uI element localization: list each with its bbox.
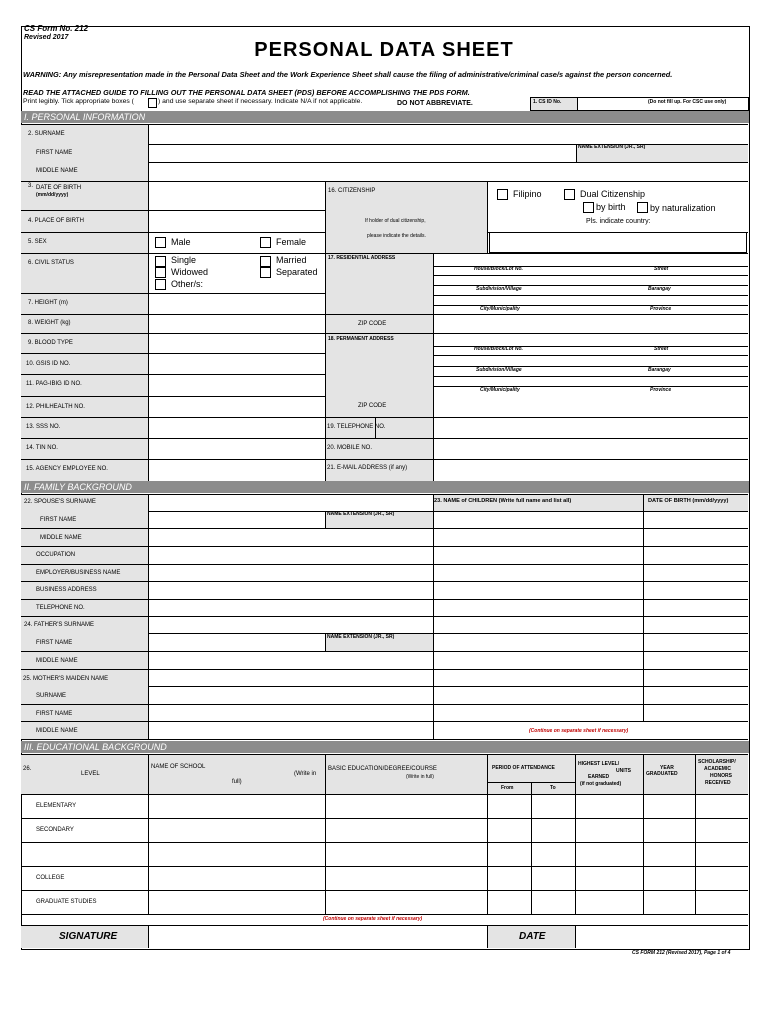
honors-header-2: ACADEMIC bbox=[704, 766, 731, 772]
family-continue-note: (Continue on separate sheet if necessary) bbox=[529, 728, 629, 734]
perm-house-label: House/Block/Lot No. bbox=[474, 346, 523, 352]
mobile-label: 20. MOBILE NO. bbox=[327, 445, 373, 451]
spouse-first-name-label: FIRST NAME bbox=[40, 517, 77, 523]
no-abbreviate-note: DO NOT ABBREVIATE. bbox=[397, 100, 473, 107]
res-city-label: City/Municipality bbox=[480, 306, 520, 312]
guide-text: READ THE ATTACHED GUIDE TO FILLING OUT THE PERSONAL DATA SHEET (PDS) BEFORE ACCOMPLISHING THE PDS FORM. bbox=[23, 88, 470, 97]
print-instruction-b: ) and use separate sheet if necessary. Indicate N/A if not applicable. bbox=[158, 98, 363, 105]
secondary-label: SECONDARY bbox=[36, 827, 74, 833]
perm-city-label: City/Municipality bbox=[480, 387, 520, 393]
dual-note-1: If holder of dual citizenship, bbox=[365, 218, 426, 224]
date-field[interactable] bbox=[576, 926, 746, 946]
from-header: From bbox=[501, 785, 514, 791]
elementary-label: ELEMENTARY bbox=[36, 803, 77, 809]
employer-label: EMPLOYER/BUSINESS NAME bbox=[36, 570, 121, 576]
mother-surname-label: SURNAME bbox=[36, 693, 67, 699]
mother-first-name-label: FIRST NAME bbox=[36, 711, 73, 717]
form-revision: Revised 2017 bbox=[24, 34, 69, 41]
course-full-note: (Write in full) bbox=[406, 774, 434, 780]
highest-header-2: UNITS bbox=[616, 768, 631, 774]
honors-header-4: RECEIVED bbox=[705, 780, 731, 786]
male-checkbox[interactable] bbox=[155, 237, 166, 248]
father-name-extension-label: NAME EXTENSION (JR., SR) bbox=[327, 634, 395, 640]
date-label: DATE bbox=[519, 931, 546, 942]
pagibig-label: 11. PAG-IBIG ID NO. bbox=[26, 381, 82, 387]
honors-header-1: SCHOLARSHIP/ bbox=[698, 759, 736, 765]
cs-id-label: 1. CS ID No. bbox=[533, 99, 562, 105]
tin-label: 14. TIN NO. bbox=[26, 445, 58, 451]
telephone-label: 19. TELEPHONE NO. bbox=[327, 424, 386, 430]
married-checkbox[interactable] bbox=[260, 256, 271, 267]
perm-zip-label: ZIP CODE bbox=[358, 403, 387, 409]
by-birth-checkbox[interactable] bbox=[583, 202, 594, 213]
write-in-full-note: full) bbox=[232, 779, 242, 785]
spouse-telephone-label: TELEPHONE NO. bbox=[36, 605, 85, 611]
sss-label: 13. SSS NO. bbox=[26, 424, 61, 430]
write-in-note: (Write in bbox=[294, 771, 317, 777]
highest-header-3: EARNED bbox=[588, 774, 610, 780]
section-educational-background: III. EDUCATIONAL BACKGROUND bbox=[21, 741, 749, 753]
father-first-name-label: FIRST NAME bbox=[36, 640, 73, 646]
form-number: CS Form No. 212 bbox=[24, 24, 89, 33]
section-family-background: II. FAMILY BACKGROUND bbox=[21, 481, 749, 493]
children-label: 23. NAME of CHILDREN (Write full name and list all) bbox=[434, 498, 572, 504]
blood-type-label: 9. BLOOD TYPE bbox=[28, 340, 73, 346]
dob-label: DATE OF BIRTH bbox=[36, 185, 82, 191]
by-naturalization-label: by naturalization bbox=[650, 203, 716, 213]
female-label: Female bbox=[276, 237, 307, 247]
highest-header-1: HIGHEST LEVEL/ bbox=[578, 761, 620, 767]
single-checkbox[interactable] bbox=[155, 256, 166, 267]
philhealth-label: 12. PHILHEALTH NO. bbox=[26, 404, 85, 410]
female-checkbox[interactable] bbox=[260, 237, 271, 248]
married-label: Married bbox=[276, 255, 307, 265]
dual-citizenship-label: Dual Citizenship bbox=[580, 189, 646, 199]
spouse-middle-name-label: MIDDLE NAME bbox=[40, 535, 82, 541]
others-label: Other/s: bbox=[171, 279, 204, 289]
father-middle-name-label: MIDDLE NAME bbox=[36, 658, 78, 664]
warning-text: WARNING: Any misrepresentation made in the Personal Data Sheet and the Work Experience Sheet shall cause the filing of administrative/criminal case/s against the person concerned. bbox=[23, 70, 673, 79]
father-surname-label: 24. FATHER'S SURNAME bbox=[24, 622, 95, 628]
mother-maiden-name-label: 25. MOTHER'S MAIDEN NAME bbox=[23, 676, 109, 682]
level-header: LEVEL bbox=[81, 771, 100, 777]
res-street-label: Street bbox=[654, 266, 669, 272]
graduate-studies-label: GRADUATE STUDIES bbox=[36, 899, 97, 905]
permanent-address-label: 18. PERMANENT ADDRESS bbox=[328, 336, 394, 342]
to-header: To bbox=[550, 785, 556, 791]
res-barangay-label: Barangay bbox=[648, 286, 671, 292]
signature-field[interactable] bbox=[149, 926, 485, 946]
surname-field[interactable] bbox=[149, 125, 746, 143]
section-personal-information: I. PERSONAL INFORMATION bbox=[21, 111, 749, 123]
page-footer: CS FORM 212 (Revised 2017), Page 1 of 4 bbox=[632, 950, 731, 956]
college-label: COLLEGE bbox=[36, 875, 65, 881]
widowed-checkbox[interactable] bbox=[155, 267, 166, 278]
sex-label: 5. SEX bbox=[28, 239, 47, 245]
period-header: PERIOD OF ATTENDANCE bbox=[492, 765, 555, 771]
edu-number: 26. bbox=[23, 766, 32, 772]
honors-header-3: HONORS bbox=[710, 773, 732, 779]
school-header: NAME OF SCHOOL bbox=[151, 764, 206, 770]
res-province-label: Province bbox=[650, 306, 672, 312]
gsis-label: 10. GSIS ID NO. bbox=[26, 361, 71, 367]
occupation-label: OCCUPATION bbox=[36, 552, 76, 558]
separated-label: Separated bbox=[276, 267, 318, 277]
surname-label: 2. SURNAME bbox=[28, 131, 65, 137]
dob-number: 3. bbox=[28, 183, 34, 189]
by-naturalization-checkbox[interactable] bbox=[637, 202, 648, 213]
height-label: 7. HEIGHT (m) bbox=[28, 300, 68, 306]
perm-province-label: Province bbox=[650, 387, 672, 393]
signature-label: SIGNATURE bbox=[59, 931, 118, 942]
weight-label: 8. WEIGHT (kg) bbox=[28, 320, 71, 326]
dual-citizenship-checkbox[interactable] bbox=[564, 189, 575, 200]
filipino-checkbox[interactable] bbox=[497, 189, 508, 200]
civil-status-label: 6. CIVIL STATUS bbox=[28, 260, 74, 266]
print-instruction-a: Print legibly. Tick appropriate boxes ( bbox=[23, 98, 134, 105]
pob-label: 4. PLACE OF BIRTH bbox=[28, 218, 84, 224]
residential-address-label: 17. RESIDENTIAL ADDRESS bbox=[328, 255, 396, 261]
perm-barangay-label: Barangay bbox=[648, 367, 671, 373]
perm-street-label: Street bbox=[654, 346, 669, 352]
dob-format: (mm/dd/yyyy) bbox=[36, 192, 69, 198]
country-label: Pls. indicate country: bbox=[586, 218, 651, 225]
email-label: 21. E-MAIL ADDRESS (if any) bbox=[327, 465, 408, 471]
csc-use-note: (Do not fill up. For CSC use only) bbox=[648, 99, 727, 105]
highest-header-4: (if not graduated) bbox=[580, 781, 622, 787]
others-checkbox[interactable] bbox=[155, 279, 166, 290]
name-extension-label: NAME EXTENSION (JR., SR) bbox=[578, 144, 646, 150]
course-header: BASIC EDUCATION/DEGREE/COURSE bbox=[328, 766, 437, 772]
widowed-label: Widowed bbox=[171, 267, 209, 277]
res-zip-label: ZIP CODE bbox=[358, 321, 387, 327]
first-name-field[interactable] bbox=[149, 145, 575, 161]
perm-subdivision-label: Subdivision/Village bbox=[476, 367, 522, 373]
male-label: Male bbox=[171, 237, 191, 247]
agency-employee-label: 15. AGENCY EMPLOYEE NO. bbox=[26, 466, 108, 472]
res-subdivision-label: Subdivision/Village bbox=[476, 286, 522, 292]
country-select[interactable] bbox=[489, 232, 747, 253]
single-label: Single bbox=[171, 255, 197, 265]
spouse-surname-label: 22. SPOUSE'S SURNAME bbox=[24, 499, 96, 505]
mother-middle-name-label: MIDDLE NAME bbox=[36, 728, 78, 734]
res-house-label: House/Block/Lot No. bbox=[474, 266, 523, 272]
dual-note-2: please indicate the details. bbox=[367, 233, 426, 239]
spouse-name-extension-label: NAME EXTENSION (JR., SR) bbox=[327, 511, 395, 517]
citizenship-label: 16. CITIZENSHIP bbox=[328, 188, 376, 194]
page-title: PERSONAL DATA SHEET bbox=[254, 39, 514, 61]
year-header-1: YEAR bbox=[660, 765, 674, 771]
business-address-label: BUSINESS ADDRESS bbox=[36, 587, 97, 593]
middle-name-field[interactable] bbox=[149, 163, 746, 180]
first-name-label: FIRST NAME bbox=[36, 150, 73, 156]
separated-checkbox[interactable] bbox=[260, 267, 271, 278]
child-dob-label: DATE OF BIRTH (mm/dd/yyyy) bbox=[648, 498, 729, 504]
education-continue-note: (Continue on separate sheet if necessary) bbox=[323, 916, 423, 922]
by-birth-label: by birth bbox=[596, 202, 626, 212]
year-header-2: GRADUATED bbox=[646, 771, 678, 777]
sample-tick-box bbox=[148, 98, 157, 108]
filipino-label: Filipino bbox=[513, 189, 542, 199]
middle-name-label: MIDDLE NAME bbox=[36, 168, 78, 174]
